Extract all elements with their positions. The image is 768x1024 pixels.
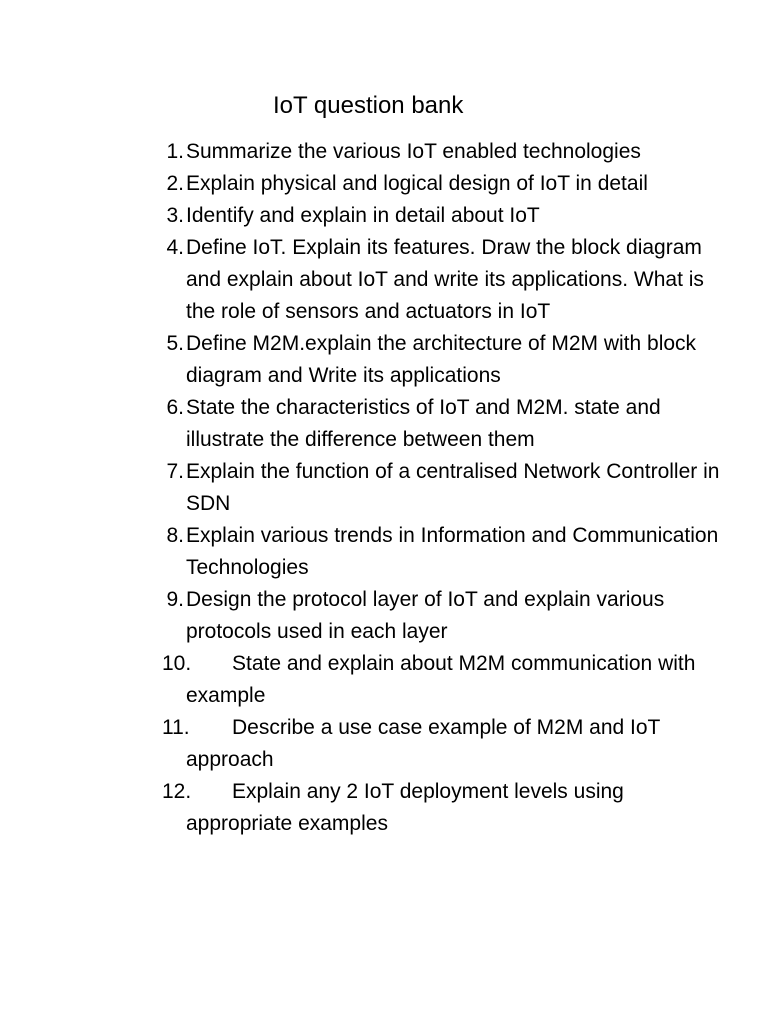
question-text: Explain any 2 IoT deployment levels using appropriate examples: [186, 780, 624, 835]
question-number: 12.: [162, 780, 192, 803]
question-number: 5.: [166, 332, 184, 355]
question-item: [160, 712, 720, 776]
question-number: 6.: [166, 396, 184, 419]
question-item: [160, 776, 720, 840]
question-number: 2.: [166, 172, 184, 195]
question-item: [160, 520, 720, 584]
question-text: State the characteristics of IoT and M2M. state and illustrate the difference between them: [186, 396, 661, 451]
question-item: [160, 136, 720, 168]
question-item: [160, 200, 720, 232]
question-text: Design the protocol layer of IoT and explain various protocols used in each layer: [186, 588, 665, 643]
question-number: 9.: [166, 588, 184, 611]
page-title: IoT question bank: [273, 92, 464, 119]
question-item: [160, 168, 720, 200]
question-item: [160, 456, 720, 520]
question-item: [160, 328, 720, 392]
question-number: 3.: [166, 204, 184, 227]
question-number: 8.: [166, 524, 184, 547]
question-list: [160, 136, 720, 840]
question-number: 7.: [166, 460, 184, 483]
question-text: Explain physical and logical design of IoT in detail: [186, 172, 648, 195]
question-item: [160, 584, 720, 648]
question-text: Explain various trends in Information and Communication Technologies: [186, 524, 719, 579]
question-number: 11.: [162, 716, 190, 739]
question-text: Explain the function of a centralised Network Controller in SDN: [186, 460, 720, 515]
question-item: [160, 648, 720, 712]
question-item: [160, 392, 720, 456]
question-text: Define M2M.explain the architecture of M2M with block diagram and Write its applications: [186, 332, 697, 387]
question-text: Identify and explain in detail about IoT: [186, 204, 540, 227]
question-number: 1.: [166, 140, 184, 163]
question-text: Describe a use case example of M2M and IoT approach: [186, 716, 660, 771]
question-text: Summarize the various IoT enabled technologies: [186, 140, 641, 163]
question-number: 10.: [162, 652, 192, 675]
question-text: State and explain about M2M communication with example: [186, 652, 696, 707]
question-text: Define IoT. Explain its features. Draw the block diagram and explain about IoT and write its applications. What is the role of sensors and actuators in IoT: [186, 236, 704, 323]
question-item: [160, 232, 720, 328]
question-number: 4.: [166, 236, 184, 259]
